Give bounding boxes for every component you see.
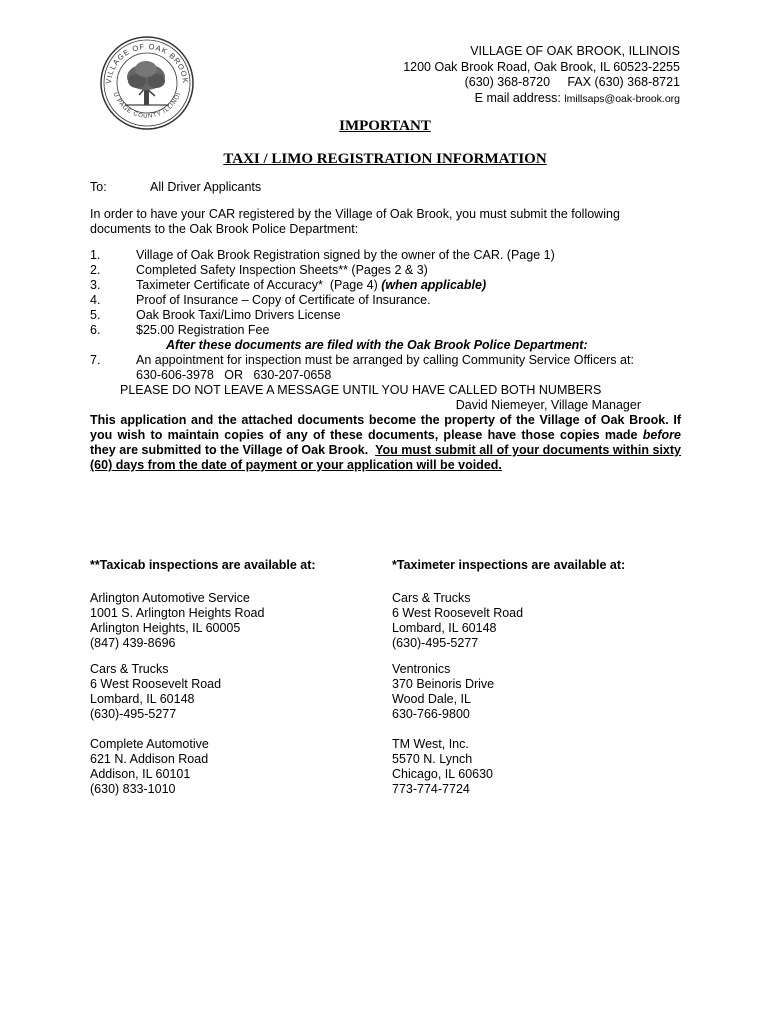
notice-text: This application and the attached documents become the property of the Village of Oak Brook. If you wish to maintain copies of any of these documents, please have those copies made bbox=[90, 413, 681, 442]
shop-phone: (847) 439-8696 bbox=[90, 636, 176, 650]
village-seal-logo bbox=[99, 35, 195, 131]
item-text: Village of Oak Brook Registration signed by the owner of the CAR. (Page 1) bbox=[136, 248, 555, 262]
list-item bbox=[90, 353, 681, 368]
to-value: All Driver Applicants bbox=[150, 180, 262, 194]
item-number: 3. bbox=[90, 278, 101, 292]
to-label: To: bbox=[90, 180, 107, 194]
shop-phone: (630)-495-5277 bbox=[392, 636, 479, 650]
shop-phone: 630-766-9800 bbox=[392, 707, 470, 721]
village-name: VILLAGE OF OAK BROOK, ILLINOIS bbox=[470, 44, 680, 58]
item-number: 6. bbox=[90, 323, 101, 337]
item-text: An appointment for inspection must be arranged by calling Community Service Officers at: bbox=[136, 353, 634, 367]
list-item bbox=[90, 278, 681, 293]
shop-phone: (630)-495-5277 bbox=[90, 707, 177, 721]
taxicab-inspection-column bbox=[90, 558, 370, 808]
list-item bbox=[90, 263, 681, 278]
list-item bbox=[90, 323, 681, 338]
taximeter-inspection-column bbox=[392, 558, 672, 808]
shop-street: 621 N. Addison Road bbox=[90, 752, 209, 766]
taxicab-heading: **Taxicab inspections are available at: bbox=[90, 558, 316, 572]
intro-paragraph: In order to have your CAR registered by the Village of Oak Brook, you must submit the following documents to the Oak Brook Police Department: bbox=[90, 207, 620, 236]
shop-city: Wood Dale, IL bbox=[392, 692, 471, 706]
shop-name: Ventronics bbox=[392, 662, 451, 676]
notice-text: they are submitted to the Village of Oak Brook. bbox=[90, 428, 685, 457]
shop-phone: (630) 833-1010 bbox=[90, 782, 176, 796]
shop-street: 6 West Roosevelt Road bbox=[90, 677, 222, 691]
shop-name: Complete Automotive bbox=[90, 737, 209, 751]
shop-phone: 773-774-7724 bbox=[392, 782, 470, 796]
shop-city: Addison, IL 60101 bbox=[90, 767, 191, 781]
officer-phone-numbers: 630-606-3978 OR 630-207-0658 bbox=[136, 368, 332, 382]
item-text: Taximeter Certificate of Accuracy* (Page 4) bbox=[136, 278, 382, 292]
important-heading: IMPORTANT bbox=[339, 118, 431, 134]
shop-name: TM West, Inc. bbox=[392, 737, 469, 751]
message-warning: PLEASE DO NOT LEAVE A MESSAGE UNTIL YOU HAVE CALLED BOTH NUMBERS bbox=[120, 383, 602, 397]
list-item bbox=[90, 308, 681, 323]
shop-name: Arlington Automotive Service bbox=[90, 591, 250, 605]
after-filing-note: After these documents are filed with the Oak Brook Police Department: bbox=[166, 338, 588, 352]
shop-name: Cars & Trucks bbox=[90, 662, 169, 676]
list-item bbox=[90, 248, 681, 263]
item-text: Oak Brook Taxi/Limo Drivers License bbox=[136, 308, 341, 322]
requirements-list bbox=[90, 248, 685, 473]
item-text: Completed Safety Inspection Sheets** (Pages 2 & 3) bbox=[136, 263, 428, 277]
shop-city: Lombard, IL 60148 bbox=[392, 621, 497, 635]
shop-name: Cars & Trucks bbox=[392, 591, 471, 605]
email-line bbox=[403, 91, 680, 108]
item-number: 4. bbox=[90, 293, 101, 307]
address-block bbox=[392, 737, 672, 797]
email-address: lmillsaps@oak-brook.org bbox=[564, 92, 680, 105]
address-block bbox=[90, 737, 370, 797]
address-block bbox=[392, 591, 672, 651]
deadline-notice: You must submit all of your documents within sixty (60) days from the date of payment or your application will be voided. bbox=[90, 443, 681, 472]
svg-text:DU PAGE COUNTY ILLINOIS: U PAGE COUNTY ILLINOI bbox=[111, 91, 183, 120]
item-number: 2. bbox=[90, 263, 101, 277]
shop-street: 370 Beinoris Drive bbox=[392, 677, 495, 691]
shop-street: 6 West Roosevelt Road bbox=[392, 606, 524, 620]
property-notice-paragraph bbox=[90, 413, 685, 473]
item-number: 7. bbox=[90, 353, 101, 367]
list-item bbox=[90, 293, 681, 308]
phone-fax: (630) 368-8720 FAX (630) 368-8721 bbox=[464, 75, 680, 89]
taximeter-heading: *Taximeter inspections are available at: bbox=[392, 558, 626, 572]
address-block bbox=[392, 662, 672, 722]
address-block bbox=[90, 662, 370, 722]
shop-city: Lombard, IL 60148 bbox=[90, 692, 195, 706]
notice-emphasis: before bbox=[642, 428, 681, 442]
svg-text:VILLAGE OF OAK BROOK: VILLAGE OF OAK BROOK bbox=[103, 41, 191, 85]
shop-city: Chicago, IL 60630 bbox=[392, 767, 494, 781]
street-address: 1200 Oak Brook Road, Oak Brook, IL 60523-2255 bbox=[403, 59, 680, 74]
item-number: 5. bbox=[90, 308, 101, 322]
shop-city: Arlington Heights, IL 60005 bbox=[90, 621, 241, 635]
address-block bbox=[90, 591, 370, 651]
item-emphasis: (when applicable) bbox=[381, 278, 487, 292]
item-text: $25.00 Registration Fee bbox=[136, 323, 270, 337]
document-title: TAXI / LIMO REGISTRATION INFORMATION bbox=[223, 151, 547, 167]
shop-street: 1001 S. Arlington Heights Road bbox=[90, 606, 265, 620]
email-label: E mail address: bbox=[474, 90, 565, 105]
letterhead-address bbox=[403, 44, 680, 107]
item-number: 1. bbox=[90, 248, 101, 262]
item-text: Proof of Insurance – Copy of Certificate of Insurance. bbox=[136, 293, 431, 307]
addressee-line bbox=[90, 180, 681, 195]
manager-signature: David Niemeyer, Village Manager bbox=[455, 398, 641, 412]
shop-street: 5570 N. Lynch bbox=[392, 752, 473, 766]
